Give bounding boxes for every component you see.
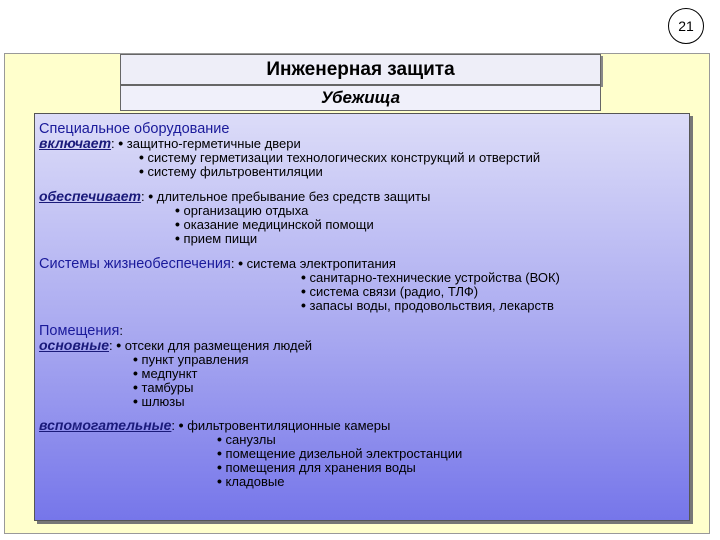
bullet-icon: •: [118, 135, 124, 151]
aux-premises-label: вспомогательные: [39, 417, 172, 433]
list-item-row: [217, 446, 462, 461]
life-support-heading: Системы жизнеобеспечения: [39, 256, 231, 272]
list-item-row: [301, 298, 554, 313]
list-item: тамбуры: [141, 380, 194, 395]
list-item-row: [139, 164, 323, 179]
list-item-row: [217, 432, 276, 447]
bullet-icon: •: [133, 393, 138, 409]
list-item: шлюзы: [141, 394, 185, 409]
list-item-row: [301, 284, 478, 299]
list-item-row: [301, 270, 560, 285]
content-panel: [34, 113, 690, 521]
list-item: система связи (радио, ТЛФ): [309, 284, 479, 299]
list-item: санитарно-технические устройства (ВОК): [309, 270, 560, 285]
list-item: медпункт: [141, 366, 198, 381]
bullet-icon: •: [139, 163, 144, 179]
list-item: санузлы: [225, 432, 276, 447]
bullet-icon: •: [217, 445, 222, 461]
provides-label: обеспечивает: [39, 188, 141, 204]
list-item-row: [217, 474, 284, 489]
list-item: организацию отдыха: [183, 203, 309, 218]
list-item-row: [133, 366, 198, 381]
bullet-icon: •: [116, 337, 122, 353]
list-item-row: [217, 460, 416, 475]
bullet-icon: •: [178, 417, 184, 433]
list-item: защитно-герметичные двери: [126, 136, 301, 151]
bullet-icon: •: [175, 230, 180, 246]
list-item: систему фильтровентиляции: [147, 164, 323, 179]
life-support-row: Системы жизнеобеспечения: • система электропитания: [39, 255, 396, 272]
list-item: кладовые: [225, 474, 285, 489]
bullet-icon: •: [217, 431, 222, 447]
bullet-icon: •: [217, 459, 222, 475]
bullet-icon: •: [301, 269, 306, 285]
includes-label: включает: [39, 135, 112, 151]
slide-frame: [4, 53, 710, 534]
page-title: Инженерная защита: [120, 54, 601, 85]
premises-heading-row: Помещения:: [39, 323, 123, 339]
bullet-icon: •: [175, 216, 180, 232]
list-item-row: [175, 203, 308, 218]
bullet-icon: •: [301, 283, 306, 299]
bullet-icon: •: [133, 379, 138, 395]
aux-premises-row: вспомогательные: • фильтровентиляционные камеры: [39, 417, 391, 433]
list-item: фильтровентиляционные камеры: [187, 418, 391, 433]
list-item-row: [175, 231, 257, 246]
bullet-icon: •: [139, 149, 144, 165]
bullet-icon: •: [238, 255, 243, 271]
premises-heading: Помещения: [39, 323, 120, 339]
list-item-row: [133, 394, 185, 409]
bullet-icon: •: [133, 365, 138, 381]
page-number: 21: [668, 8, 704, 44]
list-item-row: [133, 380, 193, 395]
list-item: отсеки для размещения людей: [124, 338, 313, 353]
list-item: система электропитания: [246, 256, 396, 271]
main-premises-row: основные: • отсеки для размещения людей: [39, 337, 313, 353]
list-item: помещение дизельной электростанции: [225, 446, 463, 461]
bullet-icon: •: [175, 202, 180, 218]
list-item: пункт управления: [141, 352, 249, 367]
list-item-row: [175, 217, 374, 232]
list-item: длительное пребывание без средств защиты: [156, 189, 431, 204]
bullet-icon: •: [133, 351, 138, 367]
list-item-row: [133, 352, 249, 367]
special-equipment-heading: Специальное оборудование: [39, 121, 230, 137]
includes-row: включает: • защитно-герметичные двери: [39, 135, 301, 151]
provides-row: обеспечивает: • длительное пребывание без средств защиты: [39, 188, 431, 204]
bullet-icon: •: [148, 188, 154, 204]
list-item: запасы воды, продовольствия, лекарств: [309, 298, 554, 313]
list-item: прием пищи: [183, 231, 258, 246]
page-subtitle: Убежища: [120, 85, 601, 111]
main-premises-label: основные: [39, 337, 109, 353]
bullet-icon: •: [301, 297, 306, 313]
bullet-icon: •: [217, 473, 222, 489]
list-item: систему герметизации технологических конструкций и отверстий: [147, 150, 541, 165]
list-item-row: [139, 150, 540, 165]
list-item: помещения для хранения воды: [225, 460, 416, 475]
list-item: оказание медицинской помощи: [183, 217, 374, 232]
